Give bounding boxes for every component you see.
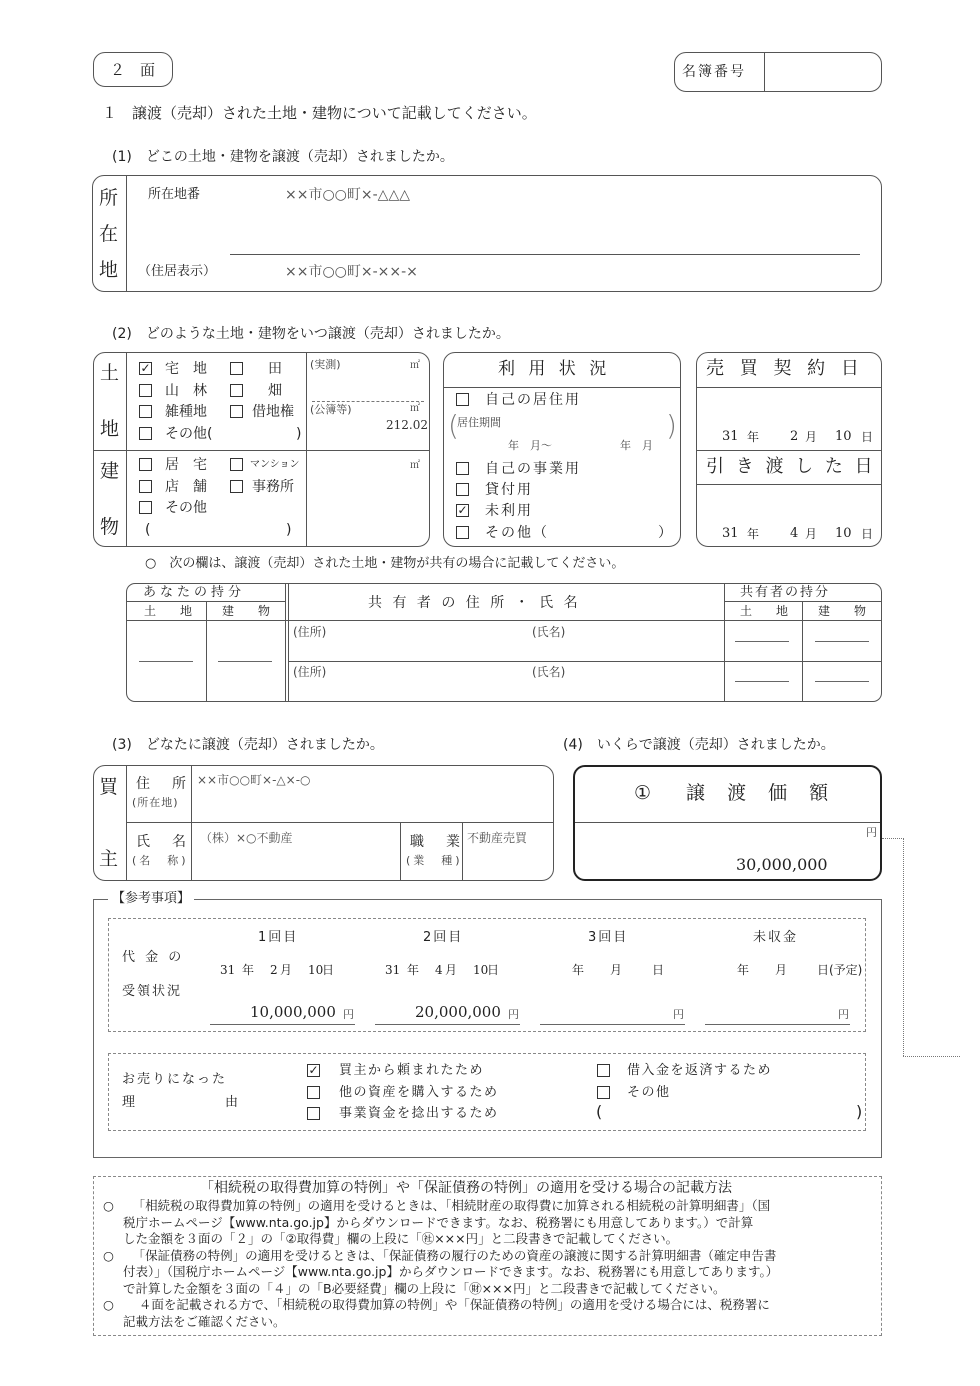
coowner-h1 <box>127 601 285 602</box>
coowner-h2 <box>127 620 881 621</box>
delivery-month-unit: 月 <box>805 527 818 541</box>
address-display-label: （住居表示） <box>138 264 217 279</box>
building-shop-checkbox[interactable] <box>139 480 152 493</box>
payment-day[interactable]: 10 <box>473 963 489 977</box>
payment-year-unit: 年 <box>242 963 255 977</box>
your-share-land-field[interactable] <box>139 661 193 662</box>
payment-month-unit: 月 <box>610 963 623 977</box>
delivery-year[interactable]: 31 <box>722 526 739 541</box>
coowner-name-header: 共 有 者 の 住 所 ・ 氏 名 <box>368 595 581 611</box>
land-forest-checkbox[interactable] <box>139 384 152 397</box>
payment-month-unit: 月 <box>775 963 788 977</box>
reason-repay-loan-label: 借入金を返済するため <box>627 1063 773 1078</box>
land-side-2: 地 <box>100 418 120 440</box>
payment-underline <box>210 1024 355 1025</box>
contract-day-unit: 日 <box>861 430 874 444</box>
reason-business-funds-checkbox[interactable] <box>307 1107 320 1120</box>
building-office-checkbox[interactable] <box>230 480 243 493</box>
usage-other-label: その他（ <box>485 525 549 541</box>
buyer-label-divider <box>191 766 192 880</box>
payment-day-unit: 日(予定) <box>817 963 863 977</box>
residence-period-to[interactable]: 年 月 <box>620 439 653 452</box>
land-paddy-checkbox[interactable] <box>230 362 243 375</box>
building-other-label: その他 <box>165 500 207 516</box>
land-leasehold-label: 借地権 <box>252 404 294 420</box>
reason-other-close: ) <box>856 1102 863 1121</box>
delivery-date-title: 引 き 渡 し た 日 <box>706 456 876 477</box>
buyer-name-label: 氏 名 <box>136 834 190 850</box>
usage-business-label: 自己の事業用 <box>485 461 581 477</box>
land-residential-label: 宅 地 <box>165 361 207 377</box>
contract-year-unit: 年 <box>747 430 760 444</box>
notes-title: 「相続税の取得費加算の特例」や「保証債務の特例」の適用を受ける場合の記載方法 <box>200 1180 732 1196</box>
your-share-header: あなたの持分 <box>143 585 246 600</box>
building-house-checkbox[interactable] <box>139 458 152 471</box>
note-line: 付表）」（国税庁ホームページ【www.nta.go.jp】からダウンロードできます。なお、税務署にも用意してあります。） <box>123 1264 779 1279</box>
note-line: した金額を３面の「２」の「②取得費」欄の上段に「㊓×××円」と二段書きで記載してください。 <box>123 1231 679 1246</box>
payment-underline <box>540 1024 685 1025</box>
coowner2-land-share-field[interactable] <box>735 681 789 682</box>
usage-residence-checkbox[interactable] <box>456 393 469 406</box>
reason-label-2a: 理 <box>122 1095 136 1110</box>
price-value[interactable]: 30,000,000 <box>736 855 828 874</box>
building-other-checkbox[interactable] <box>139 501 152 514</box>
buyer-occupation-label: 職 業 <box>410 834 464 850</box>
land-building-divider <box>94 450 429 451</box>
building-area-unit: ㎡ <box>410 460 420 471</box>
building-shop-label: 店 舗 <box>165 479 207 495</box>
payment-header: 未収金 <box>753 930 799 945</box>
price-connector-vertical <box>903 838 904 1056</box>
usage-unused-checkbox[interactable]: ✓ <box>457 503 468 517</box>
roster-number-field[interactable] <box>772 65 872 83</box>
residence-period-from[interactable]: 年 月〜 <box>508 439 552 452</box>
payment-header: 2回目 <box>423 930 464 945</box>
price-connector-bottom <box>903 1056 960 1057</box>
note-line: で計算した金額を３面の「４」の「B必要経費」欄の上段に「㊖×××円」と二段書きで記載してください。 <box>123 1280 726 1296</box>
payment-underline <box>375 1024 520 1025</box>
payment-yen: 円 <box>838 1008 849 1021</box>
registry-area-value[interactable]: 212.02 <box>386 418 428 432</box>
buyer-occ-divider1 <box>400 823 401 880</box>
payment-year[interactable]: 31 <box>385 963 401 977</box>
location-side-1: 所 <box>99 187 119 209</box>
land-leasehold-checkbox[interactable] <box>230 405 243 418</box>
payment-day[interactable]: 10 <box>308 963 324 977</box>
price-connector-line <box>882 838 904 839</box>
building-mansion-checkbox[interactable] <box>230 458 243 471</box>
note-line: ○ ４面を記載される方で、「相続税の取得費加算の特例」や「保証債務の特例」の適用を受ける場合には、税務署に <box>103 1297 770 1312</box>
price-divider <box>575 822 880 823</box>
registry-label: (公簿等) <box>310 403 352 416</box>
building-office-label: 事務所 <box>252 479 294 495</box>
coowner1-land-share-field[interactable] <box>735 641 789 642</box>
coowner-share-land: 土 地 <box>740 604 795 618</box>
buyer-side-1: 買 <box>99 776 119 798</box>
reason-buy-other-label: 他の資産を購入するため <box>339 1085 499 1100</box>
registry-unit: ㎡ <box>410 403 420 414</box>
delivery-month[interactable]: 4 <box>790 526 799 541</box>
land-misc-checkbox[interactable] <box>139 405 152 418</box>
payment-amount[interactable]: 10,000,000 <box>250 1003 336 1021</box>
buyer-row-divider <box>127 822 553 823</box>
payment-month[interactable]: 4 <box>435 963 443 977</box>
payment-month-unit: 月 <box>280 963 293 977</box>
land-field-checkbox[interactable] <box>230 384 243 397</box>
building-other-close: ) <box>286 522 292 538</box>
buyer-name-sub: (名 称) <box>132 854 189 867</box>
building-house-label: 居 宅 <box>165 457 207 473</box>
land-other-label: その他( <box>165 426 213 442</box>
your-share-land: 土 地 <box>144 604 199 618</box>
contract-title-divider <box>697 387 881 388</box>
reference-title: 【参考事項】 <box>108 892 194 905</box>
buyer-address-sub: (所在地) <box>132 796 179 809</box>
reason-other-open: ( <box>596 1102 603 1121</box>
building-side-1: 建 <box>100 460 120 482</box>
q1-title: (1) どこの土地・建物を譲渡（売却）されましたか。 <box>112 149 454 165</box>
contract-delivery-divider <box>697 450 881 451</box>
reason-buyer-request-label: 買主から頼まれたため <box>339 1063 485 1078</box>
usage-lease-label: 貸付用 <box>485 482 533 498</box>
roster-divider <box>764 53 765 91</box>
land-misc-label: 雑種地 <box>165 404 207 420</box>
payment-yen: 円 <box>343 1008 354 1021</box>
contract-day[interactable]: 10 <box>835 429 852 444</box>
coowner1-name-label: (氏名) <box>532 625 566 639</box>
land-paddy-label: 田 <box>268 361 282 377</box>
reason-buy-other-checkbox[interactable] <box>307 1086 320 1099</box>
coowner-v1 <box>206 601 207 701</box>
reason-label-2b: 由 <box>225 1095 239 1110</box>
buyer-name-value[interactable]: （株）×○不動産 <box>200 831 293 845</box>
q3-title: (3) どなたに譲渡（売却）されましたか。 <box>112 737 384 753</box>
usage-title: 利 用 状 況 <box>498 359 611 379</box>
delivery-day[interactable]: 10 <box>835 526 852 541</box>
note-line: 記載方法をご確認ください。 <box>123 1313 286 1329</box>
coowner-share-header: 共有者の持分 <box>740 585 831 600</box>
coowner1-building-share-field[interactable] <box>815 641 869 642</box>
reason-label-1: お売りになった <box>122 1072 228 1087</box>
reason-repay-loan-checkbox[interactable] <box>597 1064 610 1077</box>
payment-day-unit: 日 <box>322 963 335 977</box>
coowner-h3 <box>289 661 881 662</box>
price-currency: 円 <box>866 826 877 839</box>
buyer-side-2: 主 <box>99 848 119 870</box>
delivery-day-unit: 日 <box>861 527 874 541</box>
lot-number-label: 所在地番 <box>148 187 201 202</box>
lot-number-value[interactable]: ××市○○町×-△△△ <box>285 187 410 203</box>
buyer-occupation-value[interactable]: 不動産売買 <box>467 831 528 845</box>
buyer-occupation-sub: (業 種) <box>406 854 463 867</box>
buyer-address-label: 住 所 <box>136 776 190 792</box>
buyer-occ-divider2 <box>462 823 463 880</box>
coowner2-address-label: (住所) <box>293 665 327 679</box>
reason-buyer-request-checkbox[interactable]: ✓ <box>308 1063 319 1077</box>
usage-lease-checkbox[interactable] <box>456 483 469 496</box>
receipt-label-2: 受領状況 <box>122 984 183 999</box>
delivery-title-divider <box>697 484 881 485</box>
land-other-close: ) <box>296 426 302 442</box>
location-side-3: 地 <box>99 259 119 281</box>
coowner-share-building: 建 物 <box>818 604 873 618</box>
location-separator <box>230 254 860 255</box>
usage-business-checkbox[interactable] <box>456 462 469 475</box>
measured-label: (実測) <box>310 358 341 371</box>
buyer-address-value[interactable]: ××市○○町×-△×-○ <box>197 773 311 787</box>
delivery-year-unit: 年 <box>747 527 760 541</box>
payment-amount[interactable]: 20,000,000 <box>415 1003 501 1021</box>
coowner-v2a <box>285 584 286 701</box>
building-mansion-label: マンション <box>250 459 300 470</box>
reason-other-checkbox[interactable] <box>597 1086 610 1099</box>
payment-header: 3回目 <box>588 930 629 945</box>
usage-unused-label: 未利用 <box>485 503 533 519</box>
building-other-open: ( <box>145 522 151 538</box>
building-side-2: 物 <box>100 516 120 538</box>
payment-year-unit: 年 <box>407 963 420 977</box>
receipt-label-1: 代 金 の <box>122 950 185 965</box>
price-label: ① 譲 渡 価 額 <box>634 782 837 804</box>
payment-month-unit: 月 <box>445 963 458 977</box>
note-line: ○ 「保証債務の特例」の適用を受けるときは、「保証債務の履行のための資産の譲渡に関する計算明細書（確定申告書 <box>103 1247 777 1263</box>
your-share-building: 建 物 <box>222 604 277 618</box>
coowner2-building-share-field[interactable] <box>815 681 869 682</box>
note-line: 税庁ホームページ【www.nta.go.jp】からダウンロードできます。なお、税務署にも用意してあります。）で計算 <box>123 1214 754 1230</box>
coowner-v4 <box>802 601 803 701</box>
payment-day-unit: 日 <box>487 963 500 977</box>
usage-other-checkbox[interactable] <box>456 526 469 539</box>
location-side-2: 在 <box>99 223 119 245</box>
reason-business-funds-label: 事業資金を捻出するため <box>339 1106 499 1121</box>
payment-month[interactable]: 2 <box>270 963 278 977</box>
land-residential-checkbox[interactable]: ✓ <box>140 361 151 375</box>
payment-yen: 円 <box>673 1008 684 1021</box>
payment-header: 1回目 <box>258 930 299 945</box>
reason-other-label: その他 <box>627 1085 671 1100</box>
usage-other-close: ） <box>658 525 672 541</box>
usage-title-divider <box>444 387 680 388</box>
coowner-v2b <box>288 584 289 701</box>
residence-period-label: 居住期間 <box>457 416 501 429</box>
coowner-h1b <box>725 601 881 602</box>
payment-day-unit: 日 <box>652 963 665 977</box>
land-field-label: 畑 <box>268 383 282 399</box>
usage-residence-label: 自己の居住用 <box>485 392 581 408</box>
land-forest-label: 山 林 <box>165 383 207 399</box>
contract-year[interactable]: 31 <box>722 429 739 444</box>
q4-title: (4) いくらで譲渡（売却）されましたか。 <box>563 737 835 753</box>
residence-period-close: ) <box>666 409 677 442</box>
payment-year[interactable]: 31 <box>220 963 236 977</box>
address-display-value[interactable]: ××市○○町×-××-× <box>285 264 418 280</box>
measured-unit: ㎡ <box>410 360 420 371</box>
area-dashed-divider <box>312 401 424 402</box>
contract-date-title: 売 買 契 約 日 <box>706 358 864 379</box>
land-other-checkbox[interactable] <box>139 427 152 440</box>
location-divider <box>126 176 127 291</box>
coowner2-name-label: (氏名) <box>532 665 566 679</box>
page-label: ２ 面 <box>110 61 156 79</box>
contract-month-unit: 月 <box>805 430 818 444</box>
payment-year-unit: 年 <box>737 963 750 977</box>
payment-yen: 円 <box>508 1008 519 1021</box>
payment-underline <box>705 1024 850 1025</box>
coowner1-address-label: (住所) <box>293 625 327 639</box>
note-line: ○ 「相続税の取得費加算の特例」の適用を受けるときは、「相続財産の取得費に加算される相続税の計算明細書」（国 <box>103 1198 771 1213</box>
roster-label: 名簿番号 <box>682 64 746 80</box>
land-side-1: 土 <box>100 362 120 384</box>
q2-title: (2) どのような土地・建物をいつ譲渡（売却）されましたか。 <box>112 326 510 342</box>
residence-period-open: ( <box>448 409 459 442</box>
section1-title: １ 譲渡（売却）された土地・建物について記載してください。 <box>102 104 537 122</box>
payment-year-unit: 年 <box>572 963 585 977</box>
buyer-side-divider <box>126 766 127 880</box>
coowner-note: ○ 次の欄は、譲渡（売却）された土地・建物が共有の場合に記載してください。 <box>145 556 625 571</box>
your-share-building-field[interactable] <box>218 661 272 662</box>
contract-month[interactable]: 2 <box>790 429 799 444</box>
